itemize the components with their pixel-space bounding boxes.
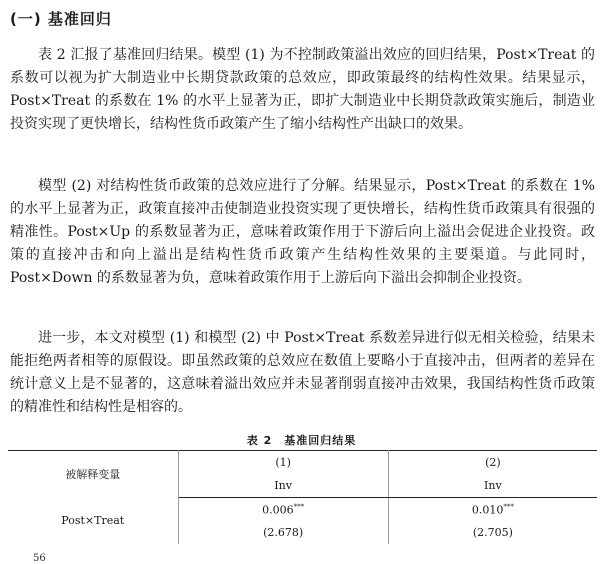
model-1-t-statistic: (2.678): [178, 521, 388, 544]
results-table: [8, 450, 597, 544]
section-heading: (一) 基准回归: [10, 10, 112, 28]
paragraph-3: 进一步，本文对模型 (1) 和模型 (2) 中 Post×Treat 系数差异进行似无相关检验，结果未能拒绝两者相等的原假设。即虽然政策的总效应在数值上要略小于直接冲击，但两者的差异在统计意义上是不显著的，这意味着溢出效应并未显著削弱直接冲击效果，我国结构性货币政策的精准性和结构性是相容的。: [10, 330, 595, 415]
page-number: 56: [33, 553, 46, 564]
model-2-header: (2): [388, 451, 597, 475]
dependent-variable-label: 被解释变量: [8, 451, 178, 498]
table-row: [8, 498, 597, 522]
model-2-t-statistic: (2.705): [472, 526, 513, 539]
model-1-header: (1): [178, 451, 388, 475]
model-1-coefficient: [178, 498, 388, 522]
significance-stars: ***: [503, 502, 514, 511]
model-2-coefficient: [388, 498, 597, 522]
row-label: Post×Treat: [8, 498, 178, 545]
paragraph-1: 表 2 汇报了基准回归结果。模型 (1) 为不控制政策溢出效应的回归结果，Post×Treat 的系数可以视为扩大制造业中长期贷款政策的总效应，即政策最终的结构性效果。结果显示，Post×Treat 的系数在 1% 的水平上显著为正，即扩大制造业中长期贷款政策实施后，制造业投资实现了更快增长，结构性货币政策产生了缩小结构性产出缺口的效果。: [10, 47, 595, 132]
table-title: 表 2 基准回归结果: [246, 434, 357, 447]
coefficient-value: 0.006: [262, 503, 294, 517]
model-1-variable: Inv: [178, 474, 388, 498]
paragraph-2: 模型 (2) 对结构性货币政策的总效应进行了分解。结果显示，Post×Treat 的系数在 1% 的水平上显著为正，政策直接冲击使制造业投资实现了更快增长，结构性货币政策具有很强的精准性。Post×Up 的系数显著为正，意味着政策作用于下游后向上溢出会促进企业投资。政策的直接冲击和向上溢出是结构性货币政策产生结构性效果的主要渠道。与此同时，Post×Down 的系数显著为负，意味着政策作用于上游后向下溢出会抑制企业投资。: [10, 178, 595, 286]
significance-stars: ***: [293, 502, 305, 511]
model-2-variable: Inv: [388, 474, 597, 498]
table-header-row-models: [8, 451, 597, 475]
coefficient-value: 0.010: [471, 503, 504, 517]
